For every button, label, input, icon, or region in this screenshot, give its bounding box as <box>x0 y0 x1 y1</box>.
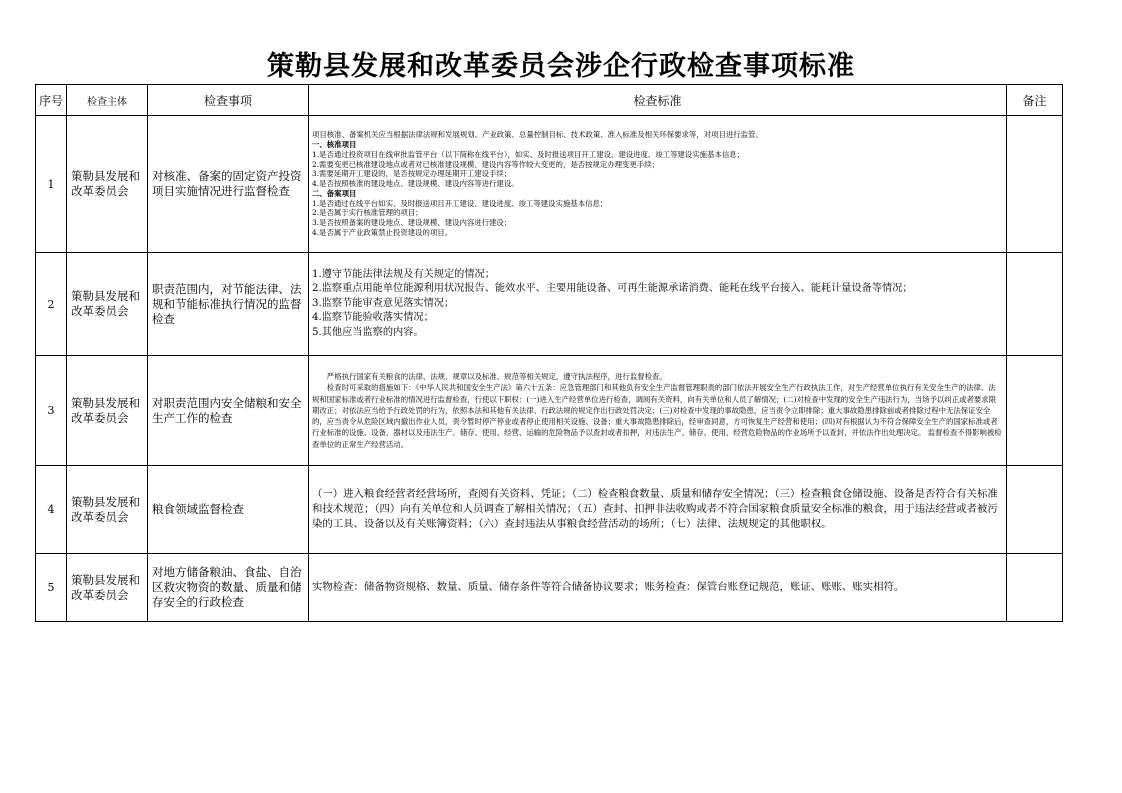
std-line: 3.监察节能审查意见落实情况； <box>312 297 455 309</box>
header-standard: 检查标准 <box>309 85 1007 116</box>
row-subject: 策勒县发展和改革委员会 <box>67 466 148 554</box>
row-item: 对核准、备案的固定资产投资项目实施情况进行监督检查 <box>148 116 309 253</box>
std-paragraph: （一）进入粮食经营者经营场所，查阅有关资料、凭证；（二）检查粮食数量、质量和储存安全情况；（三）检查粮食仓储设施、设备是否符合有关标准和技术规范；（四）向有关单位和人员调查了解相关情况；（五）查封、扣押非法收购或者不符合国家粮食质量安全标准的粮食，用于违法经营或者被污染的工具、设备以及有关账簿资料；（六）查封违法从事粮食经营活动的场所；（七）法律、法规规定的其他职权。 <box>312 488 998 530</box>
row-standard <box>309 554 1007 622</box>
row-item: 职责范围内，对节能法律、法规和节能标准执行情况的监督检查 <box>148 253 309 356</box>
row-no: 3 <box>36 356 67 466</box>
std-intro: 项目核准、备案机关应当根据法律法规和发展规划、产业政策、总量控制目标、技术政策、准入标准及相关环保要求等，对项目进行监管。 <box>312 130 763 140</box>
std-paragraph: 实物检查：储备物资规格、数量、质量、储存条件等符合储备协议要求；账务检查：保管台账登记规范，账证、账账、账实相符。 <box>312 581 905 593</box>
row-standard <box>309 116 1007 253</box>
header-no: 序号 <box>36 85 67 116</box>
std-line: 4.是否按照核准的建设地点、建设规模、建设内容等进行建设。 <box>312 179 519 189</box>
table-row <box>36 116 1063 253</box>
header-subject: 检查主体 <box>67 85 148 116</box>
std-line: 3.需要延期开工建设的，是否按规定办理延期开工建设手续； <box>312 169 512 179</box>
row-standard <box>309 356 1007 466</box>
row-standard <box>309 253 1007 356</box>
row-remark <box>1007 116 1063 253</box>
row-remark <box>1007 356 1063 466</box>
std-heading-approval: 一、核准项目 <box>312 139 357 149</box>
page-title: 策勒县发展和改革委员会涉企行政检查事项标准 <box>267 51 855 82</box>
row-subject: 策勒县发展和改革委员会 <box>67 554 148 622</box>
table-header-row <box>36 85 1063 116</box>
std-paragraph: 严格执行国家有关粮食的法律、法规、规章以及标准、规范等相关规定，遵守执法程序，进行监督检查。 <box>326 372 667 382</box>
row-subject: 策勒县发展和改革委员会 <box>67 116 148 253</box>
std-heading-filing: 二、备案项目 <box>312 188 357 198</box>
std-line: 1.是否通过投资项目在线审批监管平台（以下简称在线平台），如实、及时报送项目开工建设、建设进度、竣工等建设实施基本信息； <box>312 149 745 159</box>
std-line: 2.需要变更已核准建设地点或者对已核准建设规模、建设内容等作较大变更的，是否按规定办理变更手续； <box>312 159 660 169</box>
table-row <box>36 466 1063 554</box>
header-item: 检查事项 <box>148 85 309 116</box>
std-line: 4.监察节能验收落实情况； <box>312 312 434 324</box>
row-no: 5 <box>36 554 67 622</box>
row-no: 1 <box>36 116 67 253</box>
row-remark <box>1007 466 1063 554</box>
row-remark <box>1007 554 1063 622</box>
row-subject: 策勒县发展和改革委员会 <box>67 356 148 466</box>
header-remark: 备注 <box>1007 85 1063 116</box>
row-item: 对地方储备粮油、食盐、自治区救灾物资的数量、质量和储存安全的行政检查 <box>148 554 309 622</box>
std-paragraph: 检查时可采取的措施如下：《中华人民共和国安全生产法》第六十五条：应急管理部门和其他负有安全生产监督管理职责的部门依法开展安全生产行政执法工作，对生产经营单位执行有关安全生产的法律、法规和国家标准或者行业标准的情况进行监督检查，行使以下职权：(一)进入生产经营单位进行检查，调阅有关资料，向有关单位和人员了解情况；(二)对检查中发现的安全生产违法行为，当场予以纠正或者要求限期改正；对依法应当给予行政处罚的行为，依照本法和其他有关法律、行政法规的规定作出行政处罚决定；(三)对检查中发现的事故隐患，应当责令立即排除；重大事故隐患排除前或者排除过程中无法保证安全的，应当责令从危险区域内撤出作业人员，责令暂时停产停业或者停止使用相关设施、设备；重大事故隐患排除后，经审查同意，方可恢复生产经营和使用；(四)对有根据认为不符合保障安全生产的国家标准或者行业标准的设施、设备、器材以及违法生产、储存、使用、经营、运输的危险物品予以查封或者扣押，对违法生产、储存、使用、经营危险物品的作业场所予以查封，并依法作出处理决定。 监督检查不得影响被检查单位的正常生产经营活动。 <box>312 383 1002 449</box>
inspection-standards-table <box>35 84 1063 622</box>
row-item: 粮食领域监督检查 <box>148 466 309 554</box>
std-line: 2.监察重点用能单位能源利用状况报告、能效水平、主要用能设备、可再生能源承诺消费、能耗在线平台接入、能耗计量设备等情况； <box>312 283 913 295</box>
row-no: 4 <box>36 466 67 554</box>
table-row <box>36 356 1063 466</box>
std-line: 2.是否属于实行核准管理的项目； <box>312 208 423 218</box>
std-line: 3.是否按照备案的建设地点、建设规模、建设内容进行建设； <box>312 218 512 228</box>
std-line: 4.是否属于产业政策禁止投资建设的项目。 <box>312 228 453 238</box>
std-line: 5.其他应当监察的内容。 <box>312 326 424 338</box>
std-line: 1.是否通过在线平台如实、及时报送项目开工建设、建设进度、竣工等建设实施基本信息； <box>312 198 608 208</box>
row-item: 对职责范围内安全储粮和安全生产工作的检查 <box>148 356 309 466</box>
row-standard <box>309 466 1007 554</box>
table-row <box>36 554 1063 622</box>
std-line: 1.遵守节能法律法规及有关规定的情况； <box>312 268 495 280</box>
table-row <box>36 253 1063 356</box>
row-remark <box>1007 253 1063 356</box>
row-no: 2 <box>36 253 67 356</box>
row-subject: 策勒县发展和改革委员会 <box>67 253 148 356</box>
